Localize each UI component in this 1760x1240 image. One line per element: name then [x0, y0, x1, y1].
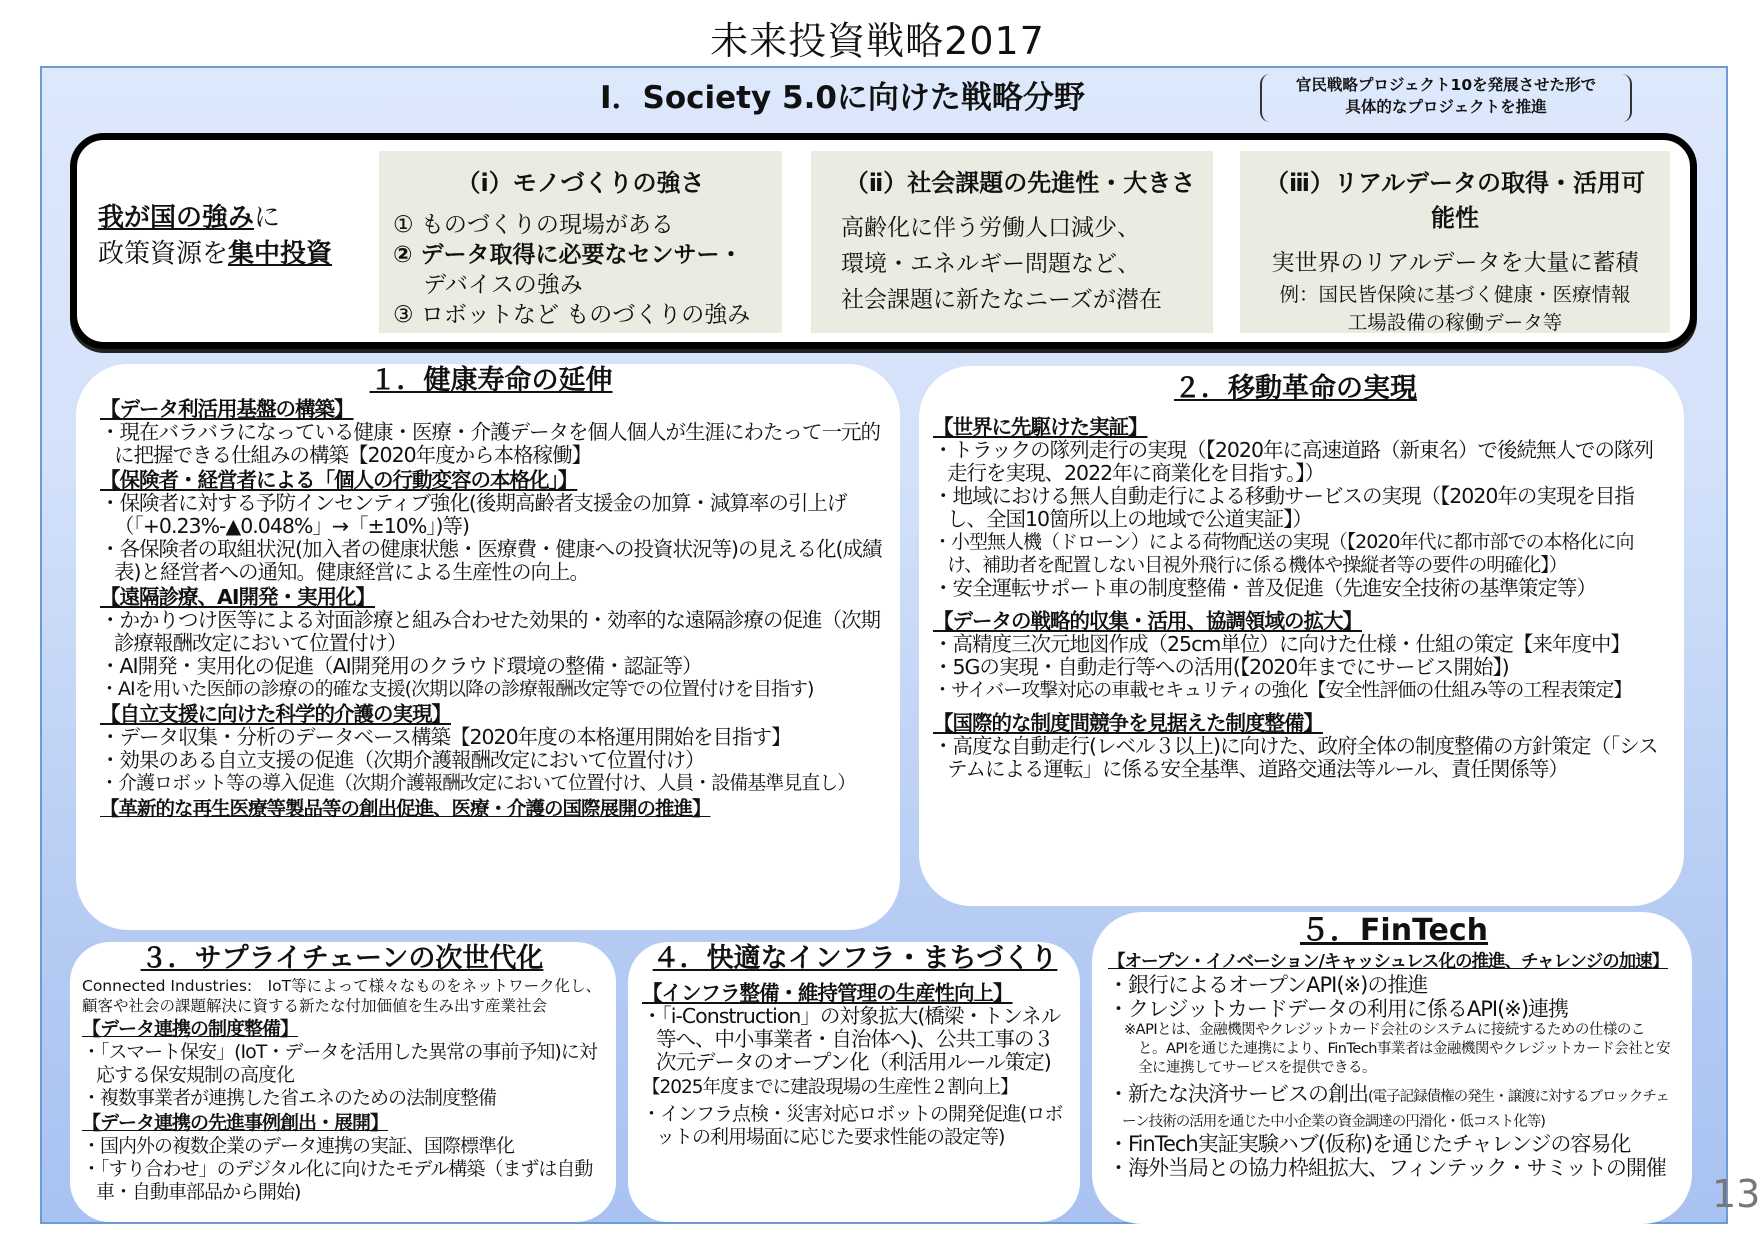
list-item: ・各保険者の取組状況(加入者の健康状態・医療費・健康への投資状況等)の見える化(成績表)と経営者への通知。健康経営による生産性の向上。	[100, 537, 882, 584]
block-heading: 【国際的な制度間競争を見据えた制度整備】	[933, 711, 1323, 735]
panel-line: 社会課題に新たなニーズが潜在	[841, 287, 1162, 313]
card-healthy-life	[76, 364, 900, 930]
section-note-line: 官民戦略プロジェクト10を発展させた形で	[1295, 76, 1597, 94]
section-note	[1260, 74, 1632, 122]
list-item: ・銀行によるオープンAPI(※)の推進	[1108, 973, 1428, 997]
card-title: １．健康寿命の延伸	[369, 365, 613, 396]
list-item: ・介護ロボット等の導入促進（次期介護報酬改定において位置付け、人員・設備基準見直し）	[100, 772, 856, 794]
block-heading: 【データ利活用基盤の構築】	[100, 397, 354, 421]
card-title: ４．快適なインフラ・まちづくり	[652, 943, 1058, 974]
panel-line: 工場設備の稼働データ等	[1347, 311, 1563, 334]
panel-line: 環境・エネルギー問題など、	[841, 251, 1140, 277]
list-item: ・AI開発・実用化の促進（AI開発用のクラウド環境の整備・認証等）	[100, 654, 702, 678]
panel-title: （ⅰ）モノづくりの強さ	[456, 169, 705, 197]
list-item: ・高度な自動走行(レベル３以上)に向けた、政府全体の制度整備の方針策定（「システムによる運転」に係る安全基準、道路交通法等ルール、責任関係等）	[933, 734, 1658, 781]
block-heading: 【データの戦略的収集・活用、協調領域の拡大】	[933, 609, 1362, 633]
page-number: 13	[1712, 1172, 1760, 1216]
list-item: ・AIを用いた医師の診療の的確な支援(次期以降の診療報酬改定等での位置付けを目指す)	[100, 678, 814, 700]
block-heading: 【世界に先駆けた実証】	[933, 415, 1148, 439]
section-heading: Ⅰ．Society 5.0に向けた戦略分野	[600, 80, 1085, 116]
panel-line: ① ものづくりの現場がある	[393, 212, 674, 238]
api-footnote: ※APIとは、金融機関やクレジットカード会社のシステムに接続するための仕様のこと。APIを通じた連携により、FinTech事業者は金融機関やクレジットカード会社と安全に連携してサービスを提供できる。	[1124, 1022, 1671, 1076]
strengths-lead	[98, 200, 332, 272]
list-item: ・地域における無人自動走行による移動サービスの実現（【2020年の実現を目指し、全国10箇所以上の地域で公道実証】）	[933, 484, 1634, 531]
list-item: ・国内外の複数企業のデータ連携の実証、国際標準化	[82, 1135, 515, 1157]
card-title: ３．サプライチェーンの次世代化	[140, 943, 544, 974]
list-item: ・5Gの実現・自動走行等への活用(【2020年までにサービス開始】)	[933, 655, 1509, 679]
list-item: ・複数事業者が連携した省エネのための法制度整備	[82, 1087, 497, 1109]
list-item: ・インフラ点検・災害対応ロボットの開発促進(ロボットの利用場面に応じた要求性能の設定等)	[642, 1103, 1063, 1148]
card-mobility	[919, 366, 1684, 906]
panel-line: デバイスの強み	[393, 272, 583, 298]
list-item: ・FinTech実証実験ハブ(仮称)を通じたチャレンジの容易化	[1108, 1132, 1631, 1156]
card-fintech	[1092, 912, 1692, 1224]
list-item: ・保険者に対する予防インセンティブ強化(後期高齢者支援金の加算・減算率の引上げ（「+0.23%-▲0.048%」→「±10%」)等)	[100, 491, 847, 538]
block-heading: 【オープン・イノベーション/キャッシュレス化の推進、チャレンジの加速】	[1108, 952, 1669, 972]
block-heading: 【保険者・経営者による「個人の行動変容の本格化」】	[100, 468, 578, 492]
card-infrastructure	[628, 942, 1080, 1222]
list-item: ・新たな決済サービスの創出(電子記録債権の発生・譲渡に対するブロックチェーン技術の活用を通じた中小企業の資金調達の円滑化・低コスト化等)	[1108, 1082, 1669, 1130]
list-item: ・データ収集・分析のデータベース構築【2020年度の本格運用開始を目指す】	[100, 725, 791, 749]
list-item: ・「i-Construction」の対象拡大(橋梁・トンネル等へ、中小事業者・自治体へ)、公共工事の３次元データのオープン化（利活用ルール策定)	[642, 1004, 1061, 1074]
lead-text: 政策資源を	[98, 239, 229, 269]
lead-bold: 我が国の強み	[98, 203, 255, 233]
list-item: ・高精度三次元地図作成（25cm単位）に向けた仕様・仕組の策定【来年度中】	[933, 632, 1630, 656]
block-heading: 【革新的な再生医療等製品等の創出促進、医療・介護の国際展開の推進】	[100, 797, 711, 820]
list-item: 【2025年度までに建設現場の生産性２割向上】	[642, 1077, 1018, 1098]
panel-line: ② データ取得に必要なセンサー・	[393, 242, 743, 268]
panel-social-issues	[811, 151, 1213, 333]
panel-line: 実世界のリアルデータを大量に蓄積	[1271, 250, 1639, 276]
list-item: ・トラックの隊列走行の実現（【2020年に高速道路（新東名）で後続無人での隊列走行を実現、2022年に商業化を目指す。】）	[933, 438, 1654, 485]
card-title: ２．移動革命の実現	[1174, 373, 1417, 404]
list-item: ・「スマート保安」(IoT・データを活用した異常の事前予知)に対応する保安規制の高度化	[82, 1041, 597, 1086]
lead-text: に	[254, 203, 281, 233]
block-heading: 【データ連携の制度整備】	[82, 1018, 299, 1040]
list-item: ・クレジットカードデータの利用に係るAPI(※)連携	[1108, 997, 1569, 1021]
block-heading: 【インフラ整備・維持管理の生産性向上】	[642, 981, 1013, 1005]
lead-bold: 集中投資	[228, 239, 333, 269]
list-item: ・現在バラバラになっている健康・医療・介護データを個人個人が生涯にわたって一元的に把握できる仕組みの構築【2020年度から本格稼働】	[100, 420, 880, 467]
block-heading: 【データ連携の先進事例創出・展開】	[82, 1112, 389, 1134]
panel-line: ③ ロボットなど ものづくりの強み	[393, 302, 751, 328]
panel-real-data	[1240, 151, 1670, 333]
section-note-line: 具体的なプロジェクトを推進	[1345, 98, 1547, 116]
card-supply-chain	[70, 942, 616, 1222]
panel-line: 高齢化に伴う労働人口減少、	[841, 215, 1140, 241]
list-item: ・安全運転サポート車の制度整備・普及促進（先進安全技術の基準策定等）	[933, 576, 1596, 600]
panel-title: （ⅲ）リアルデータの取得・活用可能性	[1265, 169, 1645, 232]
list-item: ・効果のある自立支援の促進（次期介護報酬改定において位置付け）	[100, 748, 705, 772]
list-item: ・「すり合わせ」のデジタル化に向けたモデル構築（まずは自動車・自動車部品から開始)	[82, 1158, 593, 1203]
block-heading: 【自立支援に向けた科学的介護の実現】	[100, 702, 451, 726]
document-title: 未来投資戦略2017	[710, 19, 1045, 63]
list-item: ・海外当局との協力枠組拡大、フィンテック・サミットの開催	[1108, 1156, 1666, 1180]
list-item: ・小型無人機（ドローン）による荷物配送の実現（【2020年代に都市部での本格化に向け、補助者を配置しない目視外飛行に係る機体や操縦者等の要件の明確化】）	[933, 531, 1634, 576]
card-intro: Connected Industries: IoT等によって様々なものをネットワーク化し、顧客や社会の課題解決に資する新たな付加価値を生み出す産業社会	[82, 977, 602, 1015]
block-heading: 【遠隔診療、AI開発・実用化】	[100, 585, 375, 609]
panel-line: 例：国民皆保険に基づく健康・医療情報	[1279, 283, 1631, 306]
panel-title: （ⅱ）社会課題の先進性・大きさ	[844, 169, 1196, 197]
list-item: ・かかりつけ医等による対面診療と組み合わせた効果的・効率的な遠隔診療の促進（次期診療報酬改定において位置付け）	[100, 608, 880, 655]
card-title: ５．FinTech	[1299, 913, 1489, 948]
list-item: ・サイバー攻撃対応の車載セキュリティの強化【安全性評価の仕組み等の工程表策定】	[933, 679, 1632, 701]
panel-monozukuri	[379, 151, 782, 333]
